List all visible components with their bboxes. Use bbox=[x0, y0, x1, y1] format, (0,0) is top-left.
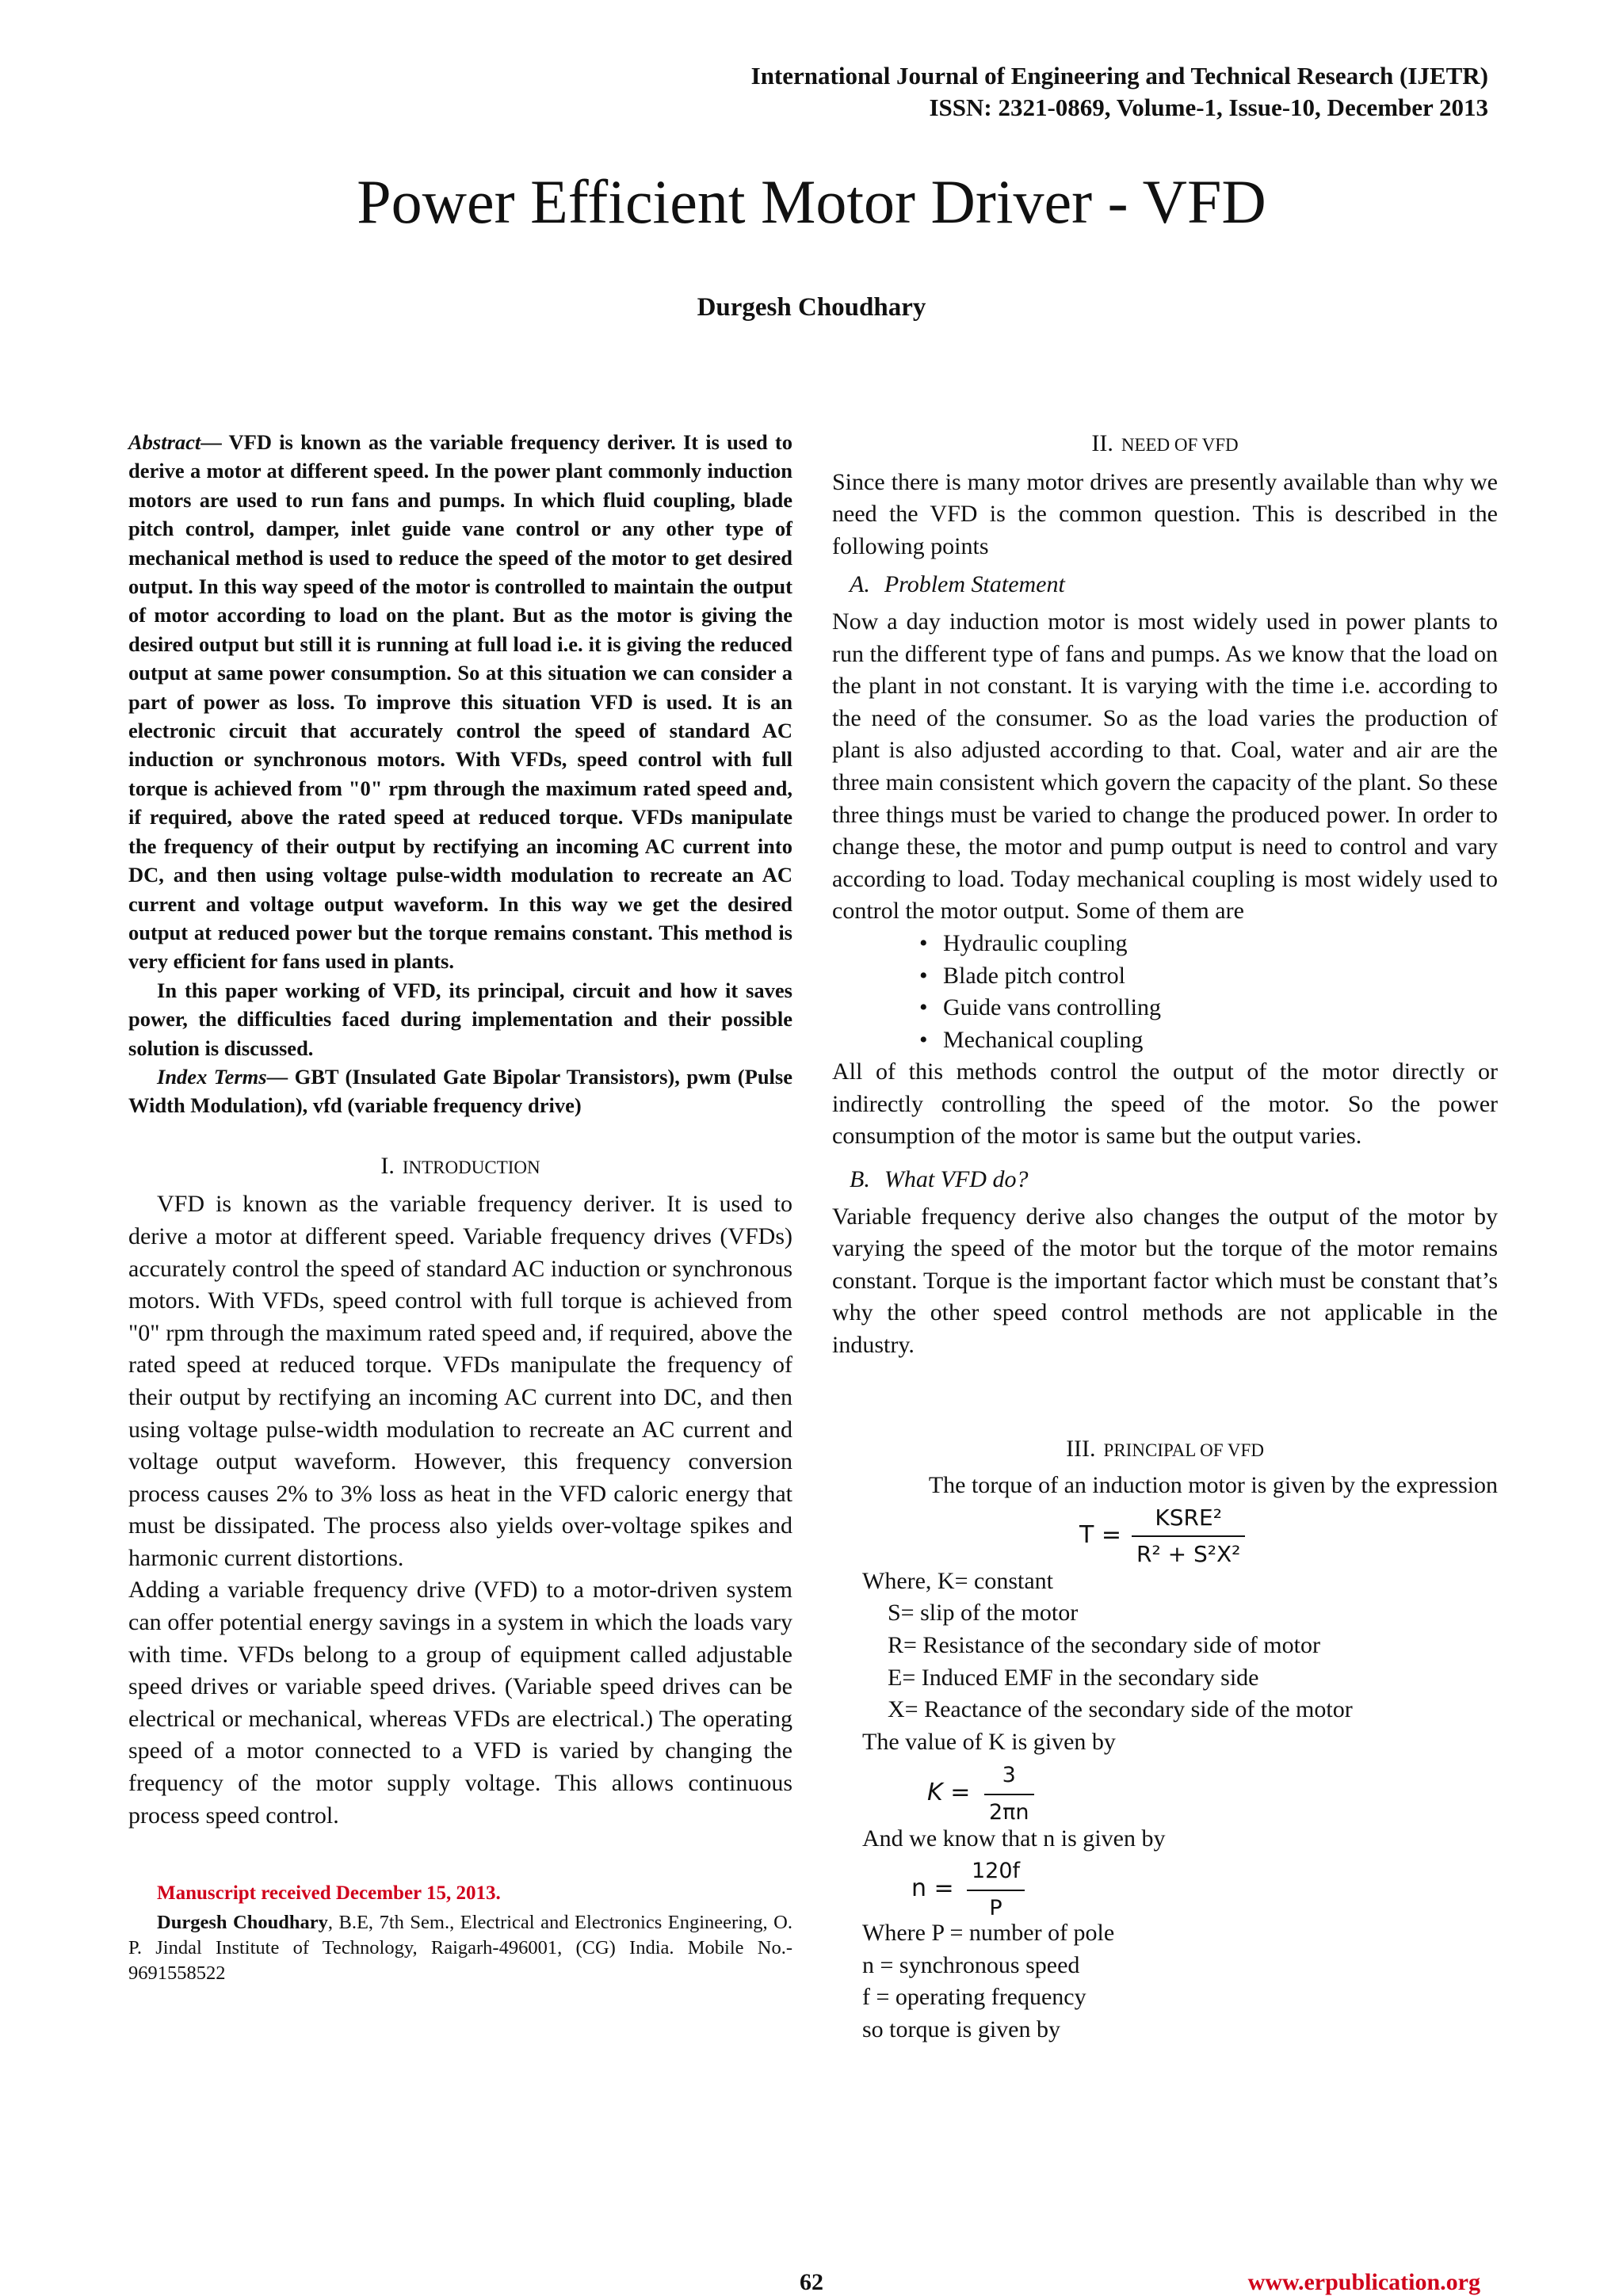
torque-equation bbox=[832, 1502, 1498, 1566]
paper-title: Power Efficient Motor Driver - VFD bbox=[357, 167, 1266, 236]
section-3-title: PRINCIPAL OF VFD bbox=[1103, 1440, 1264, 1460]
section-2-number: II. bbox=[1091, 430, 1113, 456]
eq1-numerator: KSRE² bbox=[1155, 1504, 1222, 1531]
section-2-heading bbox=[832, 428, 1498, 462]
eq2-lhs: K = bbox=[927, 1779, 971, 1807]
torque-given-by: so torque is given by bbox=[862, 2016, 1060, 2042]
definition-synchronous-speed: n = synchronous speed bbox=[862, 1951, 1080, 1978]
section-1-number: I. bbox=[380, 1152, 395, 1179]
abstract-paragraph-2: In this paper working of VFD, its principal, circuit and how it saves power, the difficulties faced during implementation and their possible solution is discussed. bbox=[128, 978, 792, 1060]
left-column bbox=[128, 428, 792, 1986]
list-item: • Guide vans controlling bbox=[919, 992, 1498, 1024]
subsection-b-letter: B. bbox=[850, 1166, 870, 1193]
page-number: 62 bbox=[800, 2269, 823, 2295]
footnote-author: Durgesh Choudhary bbox=[157, 1911, 328, 1933]
section-3-number: III. bbox=[1066, 1435, 1096, 1462]
eq3-lhs: n = bbox=[911, 1874, 954, 1902]
what-vfd-do-paragraph: Variable frequency derive also changes the output of the motor by varying the speed of the motor but the torque of the motor remains constant. Torque is the important factor which must be constant that’s why the other speed control methods are not applicable in the industry. bbox=[832, 1203, 1498, 1359]
abstract-dash: — bbox=[200, 430, 229, 454]
definition-reactance: X= Reactance of the secondary side of the motor bbox=[888, 1696, 1353, 1723]
paper-author: Durgesh Choudhary bbox=[697, 293, 926, 322]
section-3-heading bbox=[832, 1433, 1498, 1467]
eq1-fraction-bar bbox=[1132, 1535, 1245, 1537]
list-item: • Hydraulic coupling bbox=[919, 928, 1498, 960]
subsection-a-title: Problem Statement bbox=[884, 571, 1065, 598]
k-value-text: The value of K is given by bbox=[862, 1728, 1116, 1755]
index-terms bbox=[128, 1062, 792, 1120]
publisher-website[interactable]: www.erpublication.org bbox=[1247, 2269, 1480, 2295]
n-equation bbox=[832, 1855, 1498, 1920]
n-value-text: And we know that n is given by bbox=[862, 1825, 1166, 1852]
torque-intro: The torque of an induction motor is given by the expression bbox=[928, 1472, 1498, 1499]
abstract bbox=[128, 428, 792, 976]
index-terms-dash: — bbox=[266, 1064, 295, 1089]
list-item: • Mechanical coupling bbox=[919, 1024, 1498, 1057]
subsection-a-heading bbox=[850, 569, 1498, 601]
eq2-numerator: 3 bbox=[1002, 1763, 1016, 1788]
methods-paragraph: All of this methods control the output of the motor directly or indirectly controlling the speed of the motor. So the power consumption of the motor is same but the output varies. bbox=[832, 1058, 1498, 1150]
section-1-heading bbox=[128, 1150, 792, 1184]
journal-name: International Journal of Engineering and Technical Research (IJETR) bbox=[750, 62, 1488, 90]
eq2-fraction bbox=[984, 1760, 1034, 1829]
section-1-title: INTRODUCTION bbox=[402, 1157, 540, 1177]
journal-issn: ISSN: 2321-0869, Volume-1, Issue-10, December 2013 bbox=[929, 93, 1488, 121]
definition-slip: S= slip of the motor bbox=[888, 1600, 1079, 1627]
eq1-denominator: R² + S²X² bbox=[1136, 1541, 1241, 1568]
intro-paragraph-2: Adding a variable frequency drive (VFD) to a motor-driven system can offer potential energy savings in a system in which the loads vary with time. VFDs belong to a group of equipment called adjustable speed drives or variable speed drives. (Variable speed drives can be electrical or mechanical, whereas VFDs are electrical.) The operating speed of a motor connected to a VFD is varied by changing the frequency of the motor supply voltage. This allows continuous process speed control. bbox=[128, 1577, 792, 1829]
subsection-b-heading bbox=[850, 1164, 1498, 1196]
definition-emf: E= Induced EMF in the secondary side bbox=[888, 1664, 1259, 1691]
need-intro: Since there is many motor drives are presently available than why we need the VFD is the common question. This is described in the following points bbox=[832, 468, 1498, 559]
intro-paragraph-1: VFD is known as the variable frequency deriver. It is used to derive a motor at different speed. Variable frequency drives (VFDs) accurately control the speed of standard AC induction or synchronous motors. With VFDs, speed control with full torque is achieved from "0" rpm through the maximum rated speed and, if required, above the rated speed at reduced torque. VFDs manipulate the frequency of their output by rectifying an incoming AC current into DC, and then using voltage pulse-width modulation to recreate an AC current and voltage output waveform. However, this frequency conversion process causes 2% to 3% loss as heat in the VFD caloric energy that must be dissipated. The process also yields over-voltage spikes and harmonic current distortions. bbox=[128, 1191, 792, 1571]
subsection-a-letter: A. bbox=[850, 571, 870, 598]
journal-header bbox=[751, 60, 1488, 124]
index-terms-label: Index Terms bbox=[157, 1064, 267, 1089]
coupling-list bbox=[832, 928, 1498, 1056]
definition-resistance: R= Resistance of the secondary side of motor bbox=[888, 1632, 1320, 1658]
definition-pole: Where P = number of pole bbox=[862, 1919, 1115, 1946]
author-footnote bbox=[128, 1910, 792, 1986]
index-terms-text: GBT (Insulated Gate Bipolar Transistors), pwm (Pulse Width Modulation), vfd (variable frequency drive) bbox=[128, 1064, 792, 1118]
list-item: • Blade pitch control bbox=[919, 960, 1498, 993]
footnote-details: , B.E, 7th Sem., Electrical and Electronics Engineering, O. P. Jindal Institute of Technology, Raigarh-496001, (CG) India. Mobile No.- 9691558522 bbox=[128, 1911, 792, 1984]
eq2-fraction-bar bbox=[984, 1794, 1034, 1795]
section-2-title: NEED OF VFD bbox=[1121, 435, 1239, 455]
eq3-numerator: 120f bbox=[972, 1858, 1021, 1883]
where-constant: Where, K= constant bbox=[862, 1567, 1053, 1594]
abstract-label: Abstract bbox=[128, 430, 201, 454]
subsection-b-title: What VFD do? bbox=[884, 1166, 1029, 1193]
k-equation bbox=[832, 1758, 1498, 1823]
eq3-denominator: P bbox=[989, 1895, 1002, 1920]
manuscript-received: Manuscript received December 15, 2013. bbox=[157, 1882, 501, 1905]
definition-frequency: f = operating frequency bbox=[862, 1984, 1086, 2011]
eq3-fraction-bar bbox=[967, 1890, 1025, 1891]
eq3-fraction bbox=[967, 1855, 1025, 1924]
problem-statement-paragraph: Now a day induction motor is most widely used in power plants to run the different type of fans and pumps. As we know that the load on the plant in not constant. It is varying with the time i.e. according to the need of the consumer. So as the load varies the production of plant is also adjusted according to that. Coal, water and air are the three main consistent which govern the capacity of the plant. So these three things must be varied to change the produced power. In order to change these, the motor and pump output is need to control and vary according to load. Today mechanical coupling is most widely used to control the motor output. Some of them are bbox=[832, 608, 1498, 925]
right-column bbox=[832, 428, 1498, 2046]
variable-definitions bbox=[832, 1597, 1498, 1726]
eq1-lhs: T = bbox=[1079, 1520, 1121, 1549]
eq1-fraction bbox=[1132, 1502, 1245, 1571]
abstract-text: VFD is known as the variable frequency deriver. It is used to derive a motor at different speed. In the power plant commonly induction motors are used to run fans and pumps. In which fluid coupling, blade pitch control, damper, inlet guide vane control or any other type of mechanical method is used to reduce the speed of the motor to get desired output. In this way speed of the motor is controlled to maintain the output of motor according to load on the plant. But as the motor is giving the desired output but still it is running at full load i.e. it is giving the reduced output at same power consumption. So at this situation we can consider a part of power as loss. To improve this situation VFD is used. It is an electronic circuit that accurately control the speed of standard AC induction or synchronous motors. With VFDs, speed control with full torque is achieved from "0" rpm through the maximum rated speed and, if required, above the rated speed at reduced torque. VFDs manipulate the frequency of their output by rectifying an incoming AC current into DC, and then using voltage pulse-width modulation to recreate an AC current and voltage output waveform. In this way we get the desired output at reduced power but the torque remains constant. This method is very efficient for fans used in plants. bbox=[128, 430, 792, 974]
eq2-denominator: 2πn bbox=[989, 1799, 1029, 1825]
